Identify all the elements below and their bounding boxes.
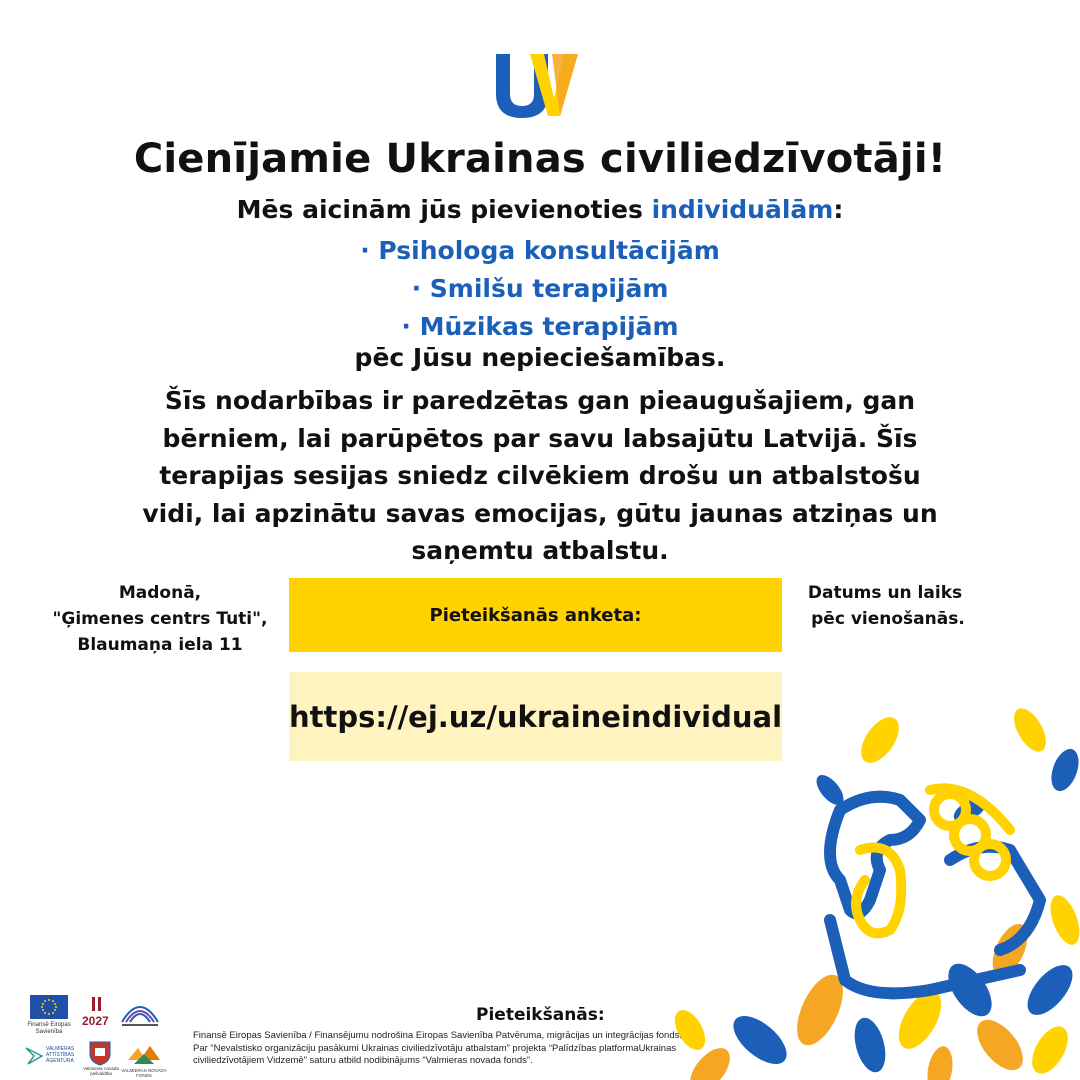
service-item: · Smilšu terapijām	[411, 274, 669, 303]
need-text: pēc Jūsu nepieciešamības.	[354, 343, 726, 372]
services-list	[0, 232, 1080, 346]
description-line: Šīs nodarbības ir paredzētas gan pieaugušajiem, gan	[164, 386, 916, 415]
fund-logo-icon	[124, 1040, 164, 1070]
latvia-2027-logo-icon	[80, 995, 116, 1033]
intro-text	[0, 195, 1080, 224]
eu-caption: Finansē Eiropas Savienība	[27, 1022, 71, 1035]
crest-caption: Valmieras novada pašvaldība	[83, 1066, 119, 1076]
hands-leaves-illustration	[670, 700, 1080, 1080]
uw-logo-icon	[490, 50, 580, 120]
eu-flag-icon	[30, 995, 68, 1019]
description	[140, 382, 940, 570]
description-line: bērniem, lai parūpētos par savu labsajūtu Latvijā. Šīs	[162, 423, 918, 453]
funding-disclaimer: Finansē Eiropas Savienība / Finansējumu nodrošina Eiropas Savienība Patvēruma, migrācijas un integrācijas fonds. Par “Nevalstisko organizāciju pasākumi Ukrainas civiliedzīvotāju atbalstam” projekta “Palīdzības platformaUkrainas civiliedzīvotājiem Vidzemē” saturu atbild nodibinājums “Valmieras novada fonds”.	[193, 1030, 682, 1066]
location-line: Blaumaņa iela 11	[77, 635, 243, 655]
datetime-line: pēc vienošanās.	[805, 609, 965, 629]
municipality-crest-icon	[88, 1040, 112, 1066]
location-info	[30, 580, 290, 658]
datetime-info	[790, 580, 980, 632]
description-line: saņemtu atbalstu.	[411, 536, 669, 565]
location-line: Madonā,	[118, 583, 202, 603]
intro-suffix: :	[833, 195, 844, 224]
intro-highlight: individuālām	[651, 195, 834, 224]
arch-logo-icon	[116, 996, 164, 1030]
agency-caption: VALMIERAS ATTĪSTĪBAS AĢENTŪRA	[46, 1046, 75, 1064]
intro-prefix: Mēs aicinām jūs pievienoties	[236, 195, 652, 224]
datetime-line: Datums un laiks	[807, 583, 963, 603]
footer-registration-label: Pieteikšanās:	[476, 1005, 605, 1025]
description-line: terapijas sesijas sniedz cilvēkiem drošu un atbalstošu	[159, 461, 921, 490]
description-line: vidi, lai apzinātu savas emocijas, gūtu jaunas atziņas un	[142, 498, 938, 528]
form-label: Pieteikšanās anketa:	[429, 604, 642, 626]
svg-text:2027: 2027	[82, 1014, 109, 1028]
registration-link[interactable]: https://ej.uz/ukraineindividual	[289, 699, 783, 734]
location-line: "Ģimenes centrs Tuti",	[52, 609, 268, 629]
form-label-box	[289, 578, 782, 652]
service-item: · Mūzikas terapijām	[401, 312, 679, 341]
service-item: · Psihologa konsultācijām	[360, 236, 720, 265]
page-title: Cienījamie Ukrainas civiliedzīvotāji!	[133, 136, 947, 182]
fund-caption: VALMIERAS NOVADA FONDS	[121, 1068, 167, 1078]
